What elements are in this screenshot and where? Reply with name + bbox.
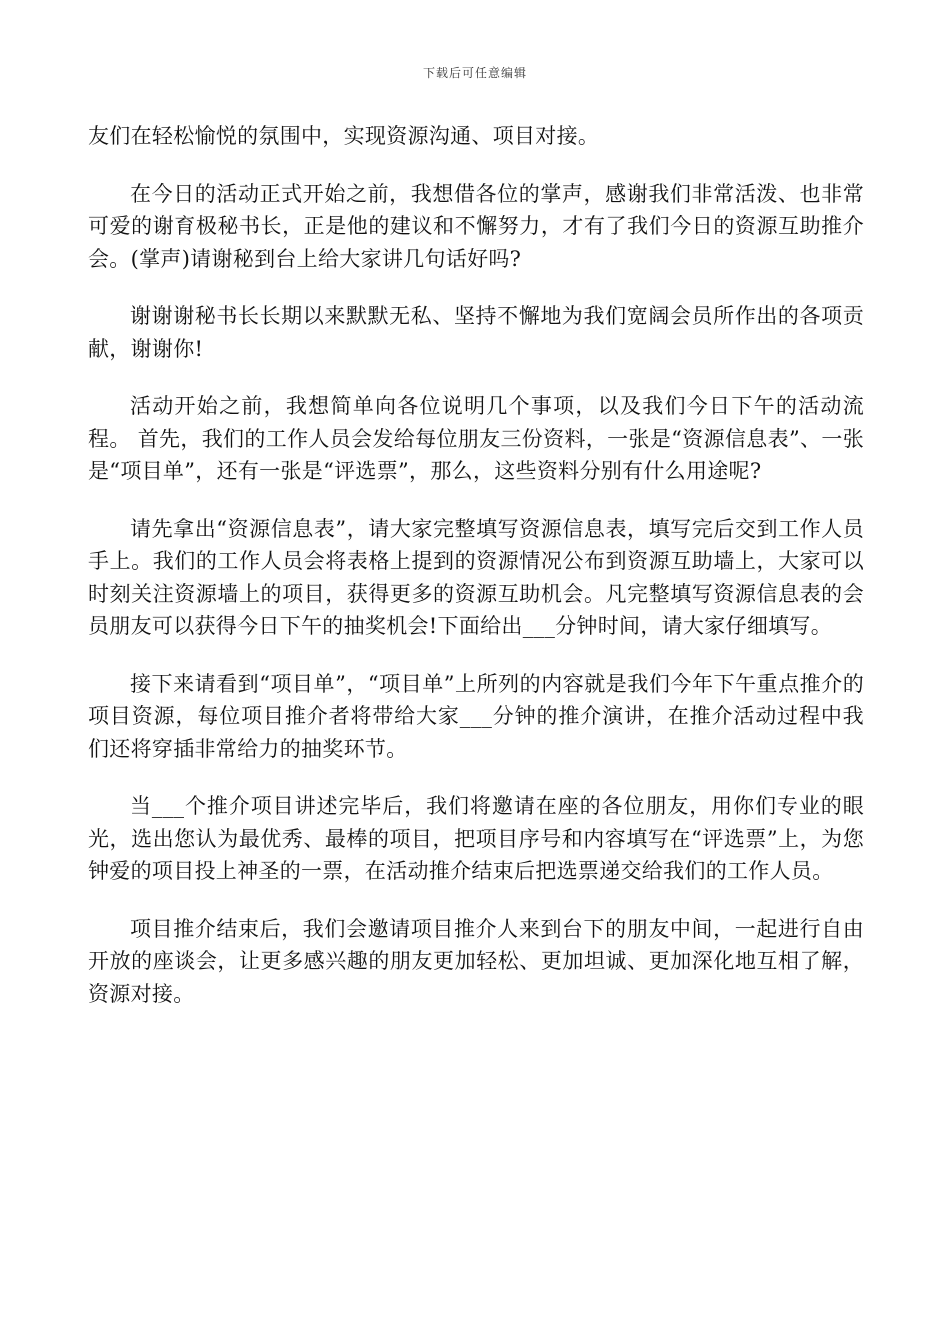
paragraph: 当___个推介项目讲述完毕后，我们将邀请在座的各位朋友，用你们专业的眼光，选出您认为最优秀、最棒的项目，把项目序号和内容填写在“评选票”上，为您钟爱的项目投上神圣的一票，在活动推介结束后把选票递交给我们的工作人员。 <box>88 794 864 883</box>
paragraph: 请先拿出“资源信息表”，请大家完整填写资源信息表，填写完后交到工作人员手上。我们的工作人员会将表格上提到的资源情况公布到资源互助墙上，大家可以时刻关注资源墙上的项目，获得更多的资源互助机会。凡完整填写资源信息表的会员朋友可以获得今日下午的抽奖机会!下面给出___分钟时间，请大家仔细填写。 <box>88 516 864 638</box>
paragraph: 项目推介结束后，我们会邀请项目推介人来到台下的朋友中间，一起进行自由开放的座谈会，让更多感兴趣的朋友更加轻松、更加坦诚、更加深化地互相了解，资源对接。 <box>88 916 864 1006</box>
paragraph: 谢谢谢秘书长长期以来默默无私、坚持不懈地为我们宽阔会员所作出的各项贡献，谢谢你! <box>88 304 864 361</box>
paragraph: 活动开始之前，我想简单向各位说明几个事项，以及我们今日下午的活动流程。 首先，我们的工作人员会发给每位朋友三份资料，一张是“资源信息表”、一张是“项目单”，还有一张是“评选票”，那么，这些资料分别有什么用途呢? <box>88 394 864 483</box>
page-header: 下载后可任意编辑 <box>422 66 527 80</box>
paragraph: 接下来请看到“项目单”，“项目单”上所列的内容就是我们今年下午重点推介的项目资源，每位项目推介者将带给大家___分钟的推介演讲，在推介活动过程中我们还将穿插非常给力的抽奖环节。 <box>88 671 864 761</box>
paragraph: 在今日的活动正式开始之前，我想借各位的掌声，感谢我们非常活泼、也非常可爱的谢育极秘书长，正是他的建议和不懈努力，才有了我们今日的资源互助推介会。(掌声)请谢秘到台上给大家讲几句话好吗? <box>88 181 864 271</box>
paragraph-continuation: 友们在轻松愉悦的氛围中，实现资源沟通、项目对接。 <box>88 124 600 148</box>
document-body <box>88 120 864 1035</box>
